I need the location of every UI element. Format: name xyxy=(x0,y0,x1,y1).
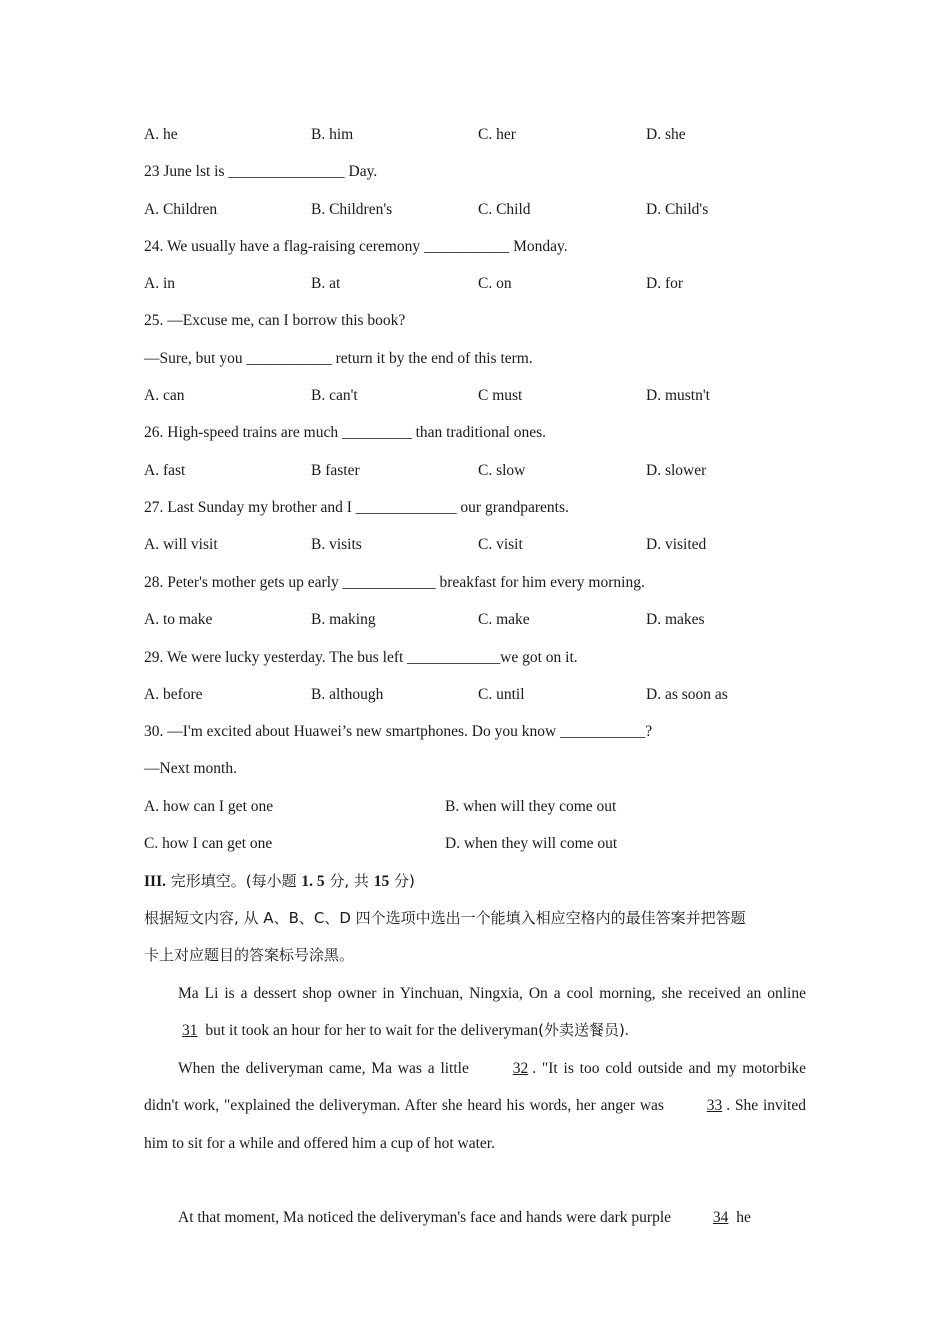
option-c: C. how I can get one xyxy=(144,835,273,852)
question-27-stem: 27. Last Sunday my brother and I _____________ our grandparents. xyxy=(144,499,569,516)
paragraph-text: he xyxy=(732,1209,751,1226)
paragraph-text: . xyxy=(624,1022,629,1040)
question-29-stem: 29. We were lucky yesterday. The bus left ____________we got on it. xyxy=(144,649,578,666)
paragraph-text: . "It is too cold outside and my motorbike didn't work, "explained the deliveryman. After she heard his words, her anger was xyxy=(144,1060,806,1115)
question-23-stem: 23 June lst is _______________ Day. xyxy=(144,163,378,180)
option-c: C. Child xyxy=(478,201,531,218)
option-a: A. Children xyxy=(144,201,218,218)
paragraph-text: . She invited him to sit for a while and offered him a cup of hot water. xyxy=(144,1097,806,1152)
question-25-stem-2: —Sure, but you ___________ return it by the end of this term. xyxy=(144,350,533,367)
option-c: C. her xyxy=(478,126,516,143)
option-b: B. at xyxy=(311,275,341,292)
option-c: C. slow xyxy=(478,462,526,479)
q28-options xyxy=(144,610,809,630)
blank-34: 34 xyxy=(712,1209,729,1226)
option-c: C must xyxy=(478,387,523,404)
option-a: A. can xyxy=(144,387,185,404)
q30-options-row1 xyxy=(144,797,809,817)
option-c: C. until xyxy=(478,686,525,703)
option-d: D. makes xyxy=(646,611,705,628)
option-d: D. visited xyxy=(646,536,707,553)
passage-paragraph-3 xyxy=(144,1199,806,1236)
section-instructions-1: 根据短文内容, 从 A、B、C、D 四个选项中选出一个能填入相应空格内的最佳答案并把答题 xyxy=(144,909,746,927)
option-b: B. visits xyxy=(311,536,362,553)
passage-paragraph-1 xyxy=(144,975,806,1050)
section-total: 15 xyxy=(373,873,390,890)
passage-paragraph-2 xyxy=(144,1050,806,1162)
option-b: B. making xyxy=(311,611,376,628)
chinese-gloss: (外卖送餐员) xyxy=(538,1021,625,1040)
q24-options xyxy=(144,274,809,294)
section-title xyxy=(144,871,415,892)
option-d: D. for xyxy=(646,275,684,292)
option-d: D. she xyxy=(646,126,686,143)
section-unit-2: 分) xyxy=(389,872,415,890)
blank-32: 32 xyxy=(512,1060,529,1077)
question-30-stem: 30. —I'm excited about Huawei’s new smartphones. Do you know ___________? xyxy=(144,723,653,740)
paragraph-text: but it took an hour for her to wait for the deliveryman xyxy=(201,1022,539,1040)
option-b: B. although xyxy=(311,686,384,703)
blank-31: 31 xyxy=(182,1022,198,1040)
option-d: D. as soon as xyxy=(646,686,728,703)
option-a: A. fast xyxy=(144,462,186,479)
option-c: C. make xyxy=(478,611,530,628)
q30-options-row2 xyxy=(144,834,809,854)
option-a: A. to make xyxy=(144,611,213,628)
question-28-stem: 28. Peter's mother gets up early ____________ breakfast for him every morning. xyxy=(144,574,645,591)
option-b: B. him xyxy=(311,126,354,143)
question-25-stem: 25. —Excuse me, can I borrow this book? xyxy=(144,312,406,329)
q29-options xyxy=(144,685,809,705)
section-score: 1. 5 xyxy=(301,873,325,890)
option-a: A. before xyxy=(144,686,203,703)
option-c: C. on xyxy=(478,275,512,292)
q23-options xyxy=(144,200,809,220)
paragraph-text: When the deliveryman came, Ma was a little xyxy=(178,1060,475,1077)
option-a: A. how can I get one xyxy=(144,798,274,815)
option-a: A. he xyxy=(144,126,178,143)
section-instructions-2: 卡上对应题目的答案标号涂黑。 xyxy=(144,946,355,964)
q27-options xyxy=(144,535,809,555)
option-a: A. in xyxy=(144,275,175,292)
section-title-text: 完形填空。(每小题 xyxy=(165,872,302,890)
question-24-stem: 24. We usually have a flag-raising ceremony ___________ Monday. xyxy=(144,238,568,255)
option-a: A. will visit xyxy=(144,536,218,553)
question-26-stem: 26. High-speed trains are much _________ than traditional ones. xyxy=(144,424,547,441)
q26-options xyxy=(144,461,809,481)
q22-options xyxy=(144,125,809,145)
option-c: C. visit xyxy=(478,536,523,553)
option-d: D. when they will come out xyxy=(445,835,618,852)
section-unit-1: 分, 共 xyxy=(324,872,374,890)
question-30-stem-2: —Next month. xyxy=(144,760,237,777)
q25-options xyxy=(144,386,809,406)
option-b: B. can't xyxy=(311,387,358,404)
paragraph-text: At that moment, Ma noticed the deliveryman's face and hands were dark purple xyxy=(178,1209,675,1226)
blank-33: 33 xyxy=(706,1097,723,1115)
option-b: B. when will they come out xyxy=(445,798,617,815)
option-b: B. Children's xyxy=(311,201,393,218)
paragraph-text: Ma Li is a dessert shop owner in Yinchuan, Ningxia, On a cool morning, she received an online xyxy=(178,985,806,1002)
option-d: D. slower xyxy=(646,462,707,479)
section-number: III. xyxy=(144,873,166,890)
option-b: B faster xyxy=(311,462,360,479)
option-d: D. mustn't xyxy=(646,387,710,404)
option-d: D. Child's xyxy=(646,201,709,218)
